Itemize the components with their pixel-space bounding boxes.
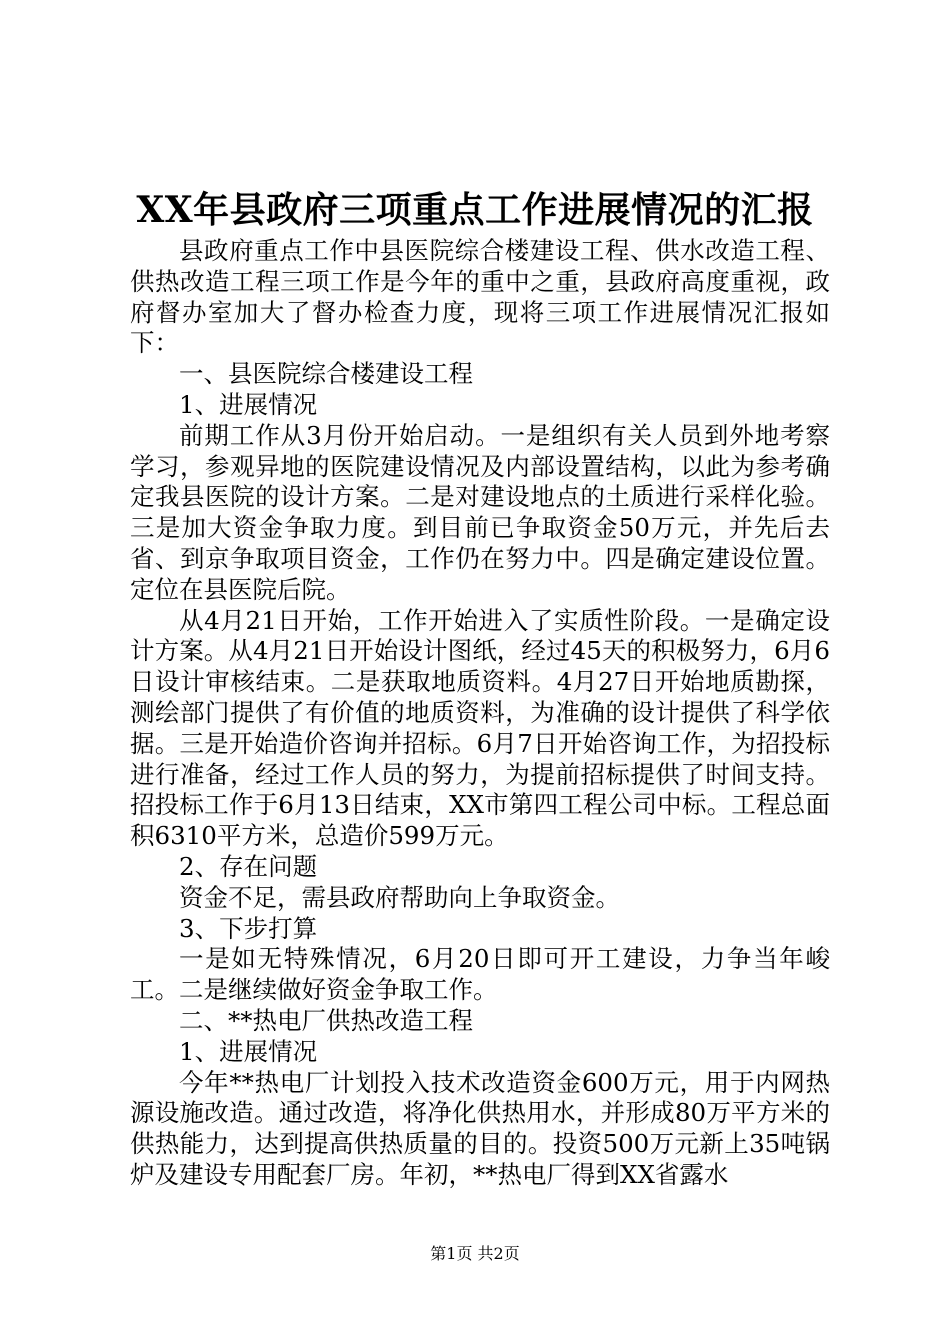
subheading-problems: 2、存在问题 bbox=[179, 851, 318, 881]
section-heading-heating: 二、**热电厂供热改造工程 bbox=[179, 1005, 473, 1035]
paragraph-next-steps: 一是如无特殊情况，6月20日即可开工建设，力争当年峻工。二是继续做好资金争取工作。 bbox=[130, 944, 830, 1005]
subheading-progress-2: 1、进展情况 bbox=[179, 1036, 318, 1066]
paragraph-problems: 资金不足，需县政府帮助向上争取资金。 bbox=[179, 882, 620, 912]
paragraph-early-work: 前期工作从3月份开始启动。一是组织有关人员到外地考察学习，参观异地的医院建设情况及内部设置结构，以此为参考确定我县医院的设计方案。二是对建设地点的土质进行采样化验。三是加大资金争取力度。到目前已争取资金50万元，并先后去省、到京争取项目资金，工作仍在努力中。四是确定建设位置。定位在县医院后院。 bbox=[130, 420, 830, 604]
paragraph-substantive-stage: 从4月21日开始，工作开始进入了实质性阶段。一是确定设计方案。从4月21日开始设计图纸，经过45天的积极努力，6月6日设计审核结束。二是获取地质资料。4月27日开始地质勘探，测绘部门提供了有价值的地质资料，为准确的设计提供了科学依据。三是开始造价咨询并招标。6月7日开始咨询工作，为招投标进行准备，经过工作人员的努力，为提前招标提供了时间支持。招投标工作于6月13日结束，XX市第四工程公司中标。工程总面积6310平方米，总造价599万元。 bbox=[130, 605, 830, 851]
document-body bbox=[130, 236, 830, 1191]
section-heading-hospital: 一、县医院综合楼建设工程 bbox=[179, 359, 473, 389]
subheading-progress: 1、进展情况 bbox=[179, 389, 318, 419]
page-footer: 第1页 共2页 bbox=[430, 1244, 520, 1263]
paragraph-heating-progress: 今年**热电厂计划投入技术改造资金600万元，用于内网热源设施改造。通过改造，将净化供热用水，并形成80万平方米的供热能力，达到提高供热质量的目的。投资500万元新上35吨锅炉及建设专用配套厂房。年初，**热电厂得到XX省露水 bbox=[130, 1067, 830, 1189]
subheading-next-steps: 3、下步打算 bbox=[179, 913, 318, 943]
document-title: XX年县政府三项重点工作进展情况的汇报 bbox=[136, 189, 814, 231]
paragraph-intro: 县政府重点工作中县医院综合楼建设工程、供水改造工程、供热改造工程三项工作是今年的重中之重，县政府高度重视，政府督办室加大了督办检查力度，现将三项工作进展情况汇报如下： bbox=[130, 236, 830, 358]
